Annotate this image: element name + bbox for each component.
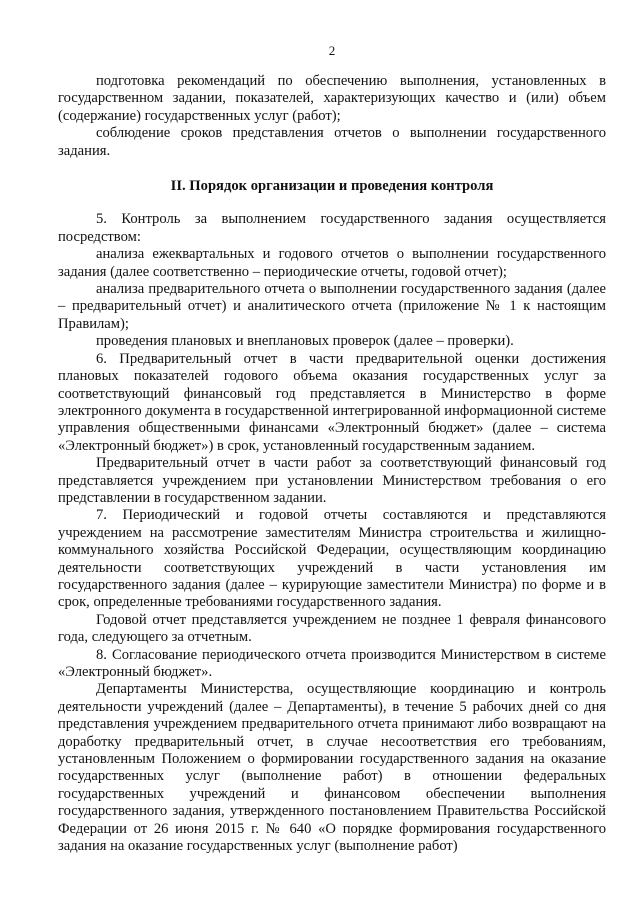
- paragraph: анализа предварительного отчета о выполнении государственного задания (далее – предварительный отчет) и аналитического отчета (приложение № 1 к настоящим Правилам);: [58, 281, 606, 332]
- section-heading: II. Порядок организации и проведения контроля: [170, 178, 494, 195]
- paragraph: Департаменты Министерства, осуществляющие координацию и контроль деятельности учреждений (далее – Департаменты), в течение 5 рабочих дней со дня представления учреждением предварительного отчета принимают либо возвращают на доработку предварительный отчет, в случае несоответствия его требованиям, установленным Положением о формировании государственного задания на оказание государственных услуг (выполнение работ) в отношении федеральных государственных учреждений и финансовом обеспечении выполнения государственного задания, утвержденного постановлением Правительства Российской Федерации от 26 июня 2015 г. № 640 «О порядке формирования государственного задания на оказание государственных услуг (выполнение работ): [58, 681, 606, 855]
- paragraph: 6. Предварительный отчет в части предварительной оценки достижения плановых показателей годового объема оказания государственных услуг за соответствующий финансовый год представляется в Министерство в форме электронного документа в государственной интегрированной информационной системе управления общественными финансами «Электронный бюджет» (далее – система «Электронный бюджет») в срок, установленный государственным заданием.: [58, 350, 606, 454]
- paragraph: Предварительный отчет в части работ за соответствующий финансовый год представляется учреждением при установлении Министерством требования о его представлении в государственном задании.: [58, 455, 606, 506]
- paragraph: подготовка рекомендаций по обеспечению выполнения, установленных в государственном задании, показателей, характеризующих качество и (или) объем (содержание) государственных услуг (работ);: [58, 73, 606, 124]
- paragraph: 7. Периодический и годовой отчеты составляются и представляются учреждением на рассмотрение заместителям Министра строительства и жилищно-коммунального хозяйства Российской Федерации, осуществляющим координацию деятельности соответствующих учреждений в части установления им государственного задания (далее – курирующие заместители Министра) по форме и в срок, определенные требованиями государственного задания.: [58, 507, 606, 611]
- paragraph: 8. Согласование периодического отчета производится Министерством в системе «Электронный бюджет».: [58, 646, 606, 680]
- page-number: 2: [328, 43, 336, 58]
- paragraph: 5. Контроль за выполнением государственного задания осуществляется посредством:: [58, 211, 606, 245]
- paragraph: Годовой отчет представляется учреждением не позднее 1 февраля финансового года, следующего за отчетным.: [58, 611, 606, 646]
- paragraph: анализа ежеквартальных и годового отчетов о выполнении государственного задания (далее соответственно – периодические отчеты, годовой отчет);: [58, 246, 606, 280]
- paragraph: соблюдение сроков представления отчетов о выполнении государственного задания.: [58, 125, 606, 159]
- paragraph: проведения плановых и внеплановых проверок (далее – проверки).: [96, 333, 514, 350]
